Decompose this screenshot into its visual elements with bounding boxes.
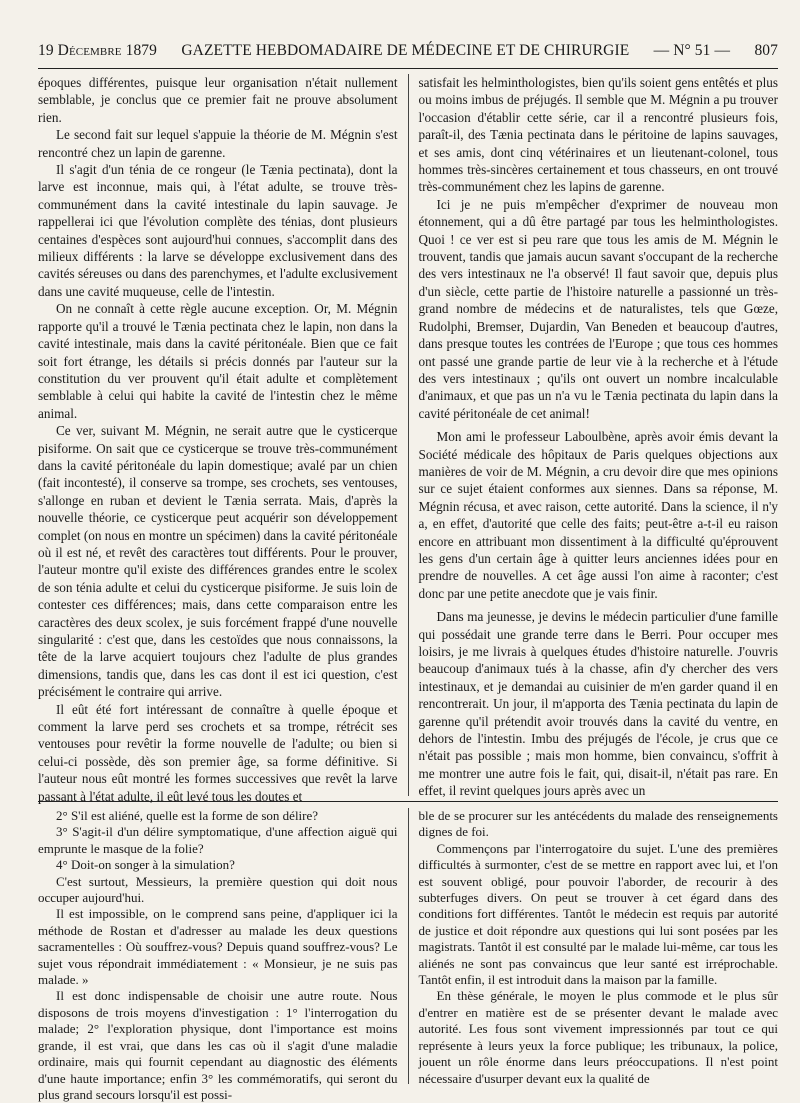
paragraph: ble de se procurer sur les antécédents du malade des renseignements dignes de foi. [418, 808, 778, 840]
paragraph: Il eût été fort intéressant de connaître à quelle époque et comment la larve perd ses crochets et sa trompe, rétrécit ses ventouses pour revêtir la forme nouvelle de l'adulte; ou bien si celui-ci possède, dès son premier âge, sa forme définitive. Si l'auteur nous eût montré les formes successives que revêt la larve passant à l'état adulte, il eût levé tous les doutes et [38, 701, 398, 804]
bottom-left-column [38, 808, 398, 1102]
paragraph: Il est donc indispensable de choisir une autre route. Nous disposons de trois moyens d'investigation : 1° l'interrogation du malade; 2° l'exploration physique, dont l'importance est moins grande, il est vrai, que dans les cas où il s'agit d'une maladie ordinaire, mais qui fournit cependant au diagnostic des éléments d'une haute importance; enfin 3° les commémoratifs, qui seront du plus grand secours lorsqu'il est possi- [38, 988, 398, 1102]
issue-date: 19 Décembre 1879 [38, 42, 157, 59]
page-number: 807 [754, 42, 778, 59]
issue-number: — N° 51 — [653, 42, 731, 59]
column-divider [408, 808, 409, 1084]
paragraph: En thèse générale, le moyen le plus commode et le plus sûr d'entrer en matière est de se présenter devant le malade avec autorité. Les fous sont vivement impressionnés par tout ce qui représente à leurs yeux la force publique; les tribunaux, la police, jouent un rôle énorme dans leurs préoccupations. Il n'est point nécessaire d'usurper devant eux la qualité de [418, 988, 778, 1086]
header-rule [38, 68, 778, 69]
bottom-right-column [419, 808, 779, 1084]
paragraph: 2° S'il est aliéné, quelle est la forme de son délire? [56, 808, 319, 823]
article-bottom [38, 808, 778, 1102]
paragraph: On ne connaît à cette règle aucune exception. Or, M. Mégnin rapporte qu'il a trouvé le Tænia pectinata chez le lapin, non dans la cavité intestinale, mais dans la cavité péritonéale. Bien que ce fait soit fort étrange, les détails si précis donnés par l'auteur sur la constitution du ver prouvent qu'il était adulte et complètement semblable à celui qui habite la cavité de l'intestin chez le même animal. [38, 301, 398, 421]
paragraph: époques différentes, puisque leur organisation n'était nullement semblable, je conclus que ce premier fait ne prouve absolument rien. [38, 75, 398, 125]
top-left-column [38, 74, 398, 804]
paragraph: Mon ami le professeur Laboulbène, après avoir émis devant la Société médicale des hôpitaux de Paris quelques objections aux manières de voir de M. Mégnin, a cru devoir dire que mes opinions sur ce sujet étaient conformes aux siennes. Dans sa réponse, M. Mégnin récusa, et avec raison, cette autorité. Dans la science, il n'y a, en effet, d'autorité que celle des faits; peut-être a-t-il eu raison encore en attribuant mon dissentiment à la difficulté qu'éprouvent les gens d'un certain âge à quitter leurs anciennes idées pour en prendre de nouvelles. A cet âge aussi l'on aime à raconter; c'est donc par une petite anecdote que je vais finir. [418, 429, 778, 601]
paragraph: Ce ver, suivant M. Mégnin, ne serait autre que le cysticerque pisiforme. On sait que ce cysticerque se trouve très-communément dans la cavité péritonéale du lapin domestique; avalé par un chien (fait incontesté), il conserve sa trompe, ses crochets, ses ventouses, s'allonge en ruban et devient le Tænia serrata. Mais, d'après la nouvelle théorie, ce cysticerque peut acquérir son développement complet (on nous en montre un spécimen) dans la cavité péritonéale où il est né, et revêt des caractères tout différents. Pour le prouver, l'auteur montre qu'il existe des différences grandes entre le scolex de son ténia adulte et celui du cysticerque pisiforme. Je suis loin de contester ces différences; mais, dans cette comparaison entre les caractères des deux scolex, je suis forcément frappé d'une nouvelle singularité : c'est que, dans les cestoïdes que nous connaissons, la tête de la larve acquiert toujours chez l'adulte de plus grandes dimensions, tandis que, dans les cas dont il est ici question, c'est précisément le contraire qui arrive. [38, 423, 398, 700]
top-right-column [418, 74, 779, 799]
paragraph: Commençons par l'interrogatoire du sujet. L'une des premières difficultés à surmonter, c'est de se mettre en rapport avec lui, et l'on est souvent obligé, pour pouvoir l'aborder, de recourir à des subterfuges divers. On peut se trouver à cet égard dans des conditions fort différentes. Tantôt le médecin est requis par autorité de justice et doit répondre aux questions qui lui sont posées par les magistrats. Tantôt il est consulté par le malade lui-même, car tous les aliénés ne sont pas convaincus que leur santé est irréprochable. Tantôt enfin, il est introduit dans la maison par la famille. [418, 840, 778, 988]
article-top [38, 74, 778, 804]
paragraph: Il s'agit d'un ténia de ce rongeur (le Tænia pectinata), dont la larve est inconnue, mais qui, à l'état adulte, se trouve très-communément dans la cavité intestinale du lapin sauvage. Je rappellerai ici que l'évolution complète des ténias, dont plusieurs centaines d'espèces sont aujourd'hui connues, s'accomplit dans des milieux différents : la larve se développe exclusivement dans des cavités séreuses ou dans des parenchymes, et l'adulte exclusivement dans une cavité muqueuse, celle de l'intestin. [38, 162, 398, 299]
paragraph: Dans ma jeunesse, je devins le médecin particulier d'une famille qui possédait une grande terre dans le Berri. Pour occuper mes loisirs, je me livrais à quelques études d'histoire naturelle. J'ouvris beaucoup d'animaux tués à la chasse, afin d'y chercher des vers intestinaux, et je demandai au cuisinier de m'en garder quand il en rencontrerait. Un jour, il m'apporta des Tænia pectinata du lapin de garenne qu'il prétendit avoir trouvés dans la cavité du ventre, en dehors de l'intestin. Imbu des préjugés de l'école, je crus que ce n'était pas possible ; mais mon homme, bien convaincu, s'offrit à me montrer une autre fois le fait, qui, disait-il, n'était pas rare. En effet, il revint quelques jours après avec un [418, 609, 778, 799]
paragraph: Ici je ne puis m'empêcher d'exprimer de nouveau mon étonnement, qui a dû être partagé par tous les helminthologistes. Quoi ! ce ver est si peu rare que tous les amis de M. Mégnin le trouvent, tandis que jamais aucun savant s'occupant de la recherche des vers intestinaux ne l'a observé! Il faut savoir que, depuis plus d'un siècle, cette partie de l'histoire naturelle a passionné un très-grand nombre de médecins et de naturalistes, tels que Gœze, Rudolphi, Bremser, Dujardin, Van Beneden et beaucoup d'autres, dans presque toutes les contrées de l'Europe ; que tous ces hommes ont passé une grande partie de leur vie à la recherche et à l'étude des vers intestinaux ; qu'ils ont ouvert un nombre incalculable d'animaux, et que pas un n'a vu le Tænia pectinata du lapin dans la cavité péritonéale de cet animal! [418, 196, 778, 421]
paragraph: Le second fait sur lequel s'appuie la théorie de M. Mégnin s'est rencontré chez un lapin de garenne. [38, 127, 398, 160]
column-divider [408, 74, 409, 796]
section-rule [38, 801, 778, 802]
paragraph: 4° Doit-on songer à la simulation? [56, 857, 235, 873]
page-header [38, 42, 778, 64]
paragraph: satisfait les helminthologistes, bien qu'ils soient gens entêtés et plus ou moins imbus de préjugés. Il semble que M. Mégnin a pu trouver l'occasion d'établir cette série, car il a rencontré plusieurs fois, paraît-il, des Tænia pectinata dans le péritoine de lapins sauvages, et ses amis, dont cinq vétérinaires et un lieutenant-colonel, tous hommes très-sincères certainement et tous chasseurs, en ont trouvé très-communément chez les lapins de garenne. [418, 75, 778, 195]
paragraph: Il est impossible, on le comprend sans peine, d'appliquer ici la méthode de Rostan et d'adresser au malade les deux questions sacramentelles : Où souffrez-vous? Depuis quand souffrez-vous? Le sujet vous répondrait immédiatement : « Monsieur, je ne suis pas malade. » [38, 906, 398, 988]
paragraph: C'est surtout, Messieurs, la première question qui doit nous occuper aujourd'hui. [38, 873, 398, 906]
paragraph: 3° S'agit-il d'un délire symptomatique, d'une affection aiguë qui emprunte le masque de la folie? [38, 824, 398, 856]
journal-title: GAZETTE HEBDOMADAIRE DE MÉDECINE ET DE CHIRURGIE [181, 42, 630, 59]
